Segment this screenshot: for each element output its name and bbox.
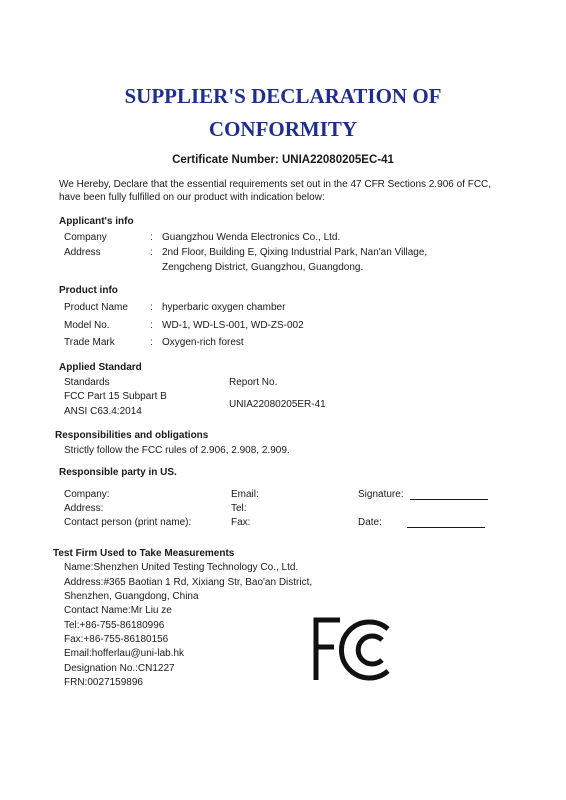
responsibilities-text: Strictly follow the FCC rules of 2.906, 2.908, 2.909. [64,445,290,456]
test-firm-line: Fax:+86-755-86180156 [64,634,169,645]
product-name-label: Product Name [64,302,128,313]
product-heading: Product info [59,285,118,296]
company-label: Company [64,232,107,243]
date-label [358,517,485,528]
date-line [407,527,485,528]
party-fax-label: Fax: [231,517,251,528]
party-contact-label: Contact person (print name): [64,517,192,528]
model-label: Model No. [64,320,110,331]
address-label: Address [64,247,101,258]
intro-line1: We Hereby, Declare that the essential requirements set out in the 47 CFR Sections 2.906 of FCC, [59,179,492,190]
report-label: Report No. [229,377,278,388]
test-firm-line: Shenzhen, Guangdong, China [64,591,199,602]
test-firm-line: Name:Shenzhen United Testing Technology Co., Ltd. [64,562,299,573]
test-firm-line: Contact Name:Mr Liu ze [64,605,172,616]
model-value: WD-1, WD-LS-001, WD-ZS-002 [162,320,304,331]
test-firm-line: FRN:0027159896 [64,677,143,688]
address-line2: Zengcheng District, Guangzhou, Guangdong. [162,262,364,273]
document-title-line1: SUPPLIER'S DECLARATION OF [124,84,442,108]
party-address-label: Address: [64,503,104,514]
colon: : [150,320,153,331]
standards-label: Standards [64,377,110,388]
party-email-label: Email: [231,489,259,500]
responsibilities-heading: Responsibilities and obligations [55,430,209,441]
company-value: Guangzhou Wenda Electronics Co., Ltd. [162,232,341,243]
party-tel-label: Tel: [231,503,247,514]
signature-line [410,499,488,500]
colon: : [150,337,153,348]
party-heading: Responsible party in US. [59,467,177,478]
test-firm-line: Address:#365 Baotian 1 Rd, Xixiang Str, Bao'an District, [64,577,313,588]
signature-label [358,489,488,500]
standard-2: ANSI C63.4:2014 [64,406,142,417]
trade-mark-value: Oxygen-rich forest [162,337,244,348]
standard-1: FCC Part 15 Subpart B [64,391,167,402]
standard-heading: Applied Standard [59,362,142,373]
trade-mark-label: Trade Mark [64,337,115,348]
report-value: UNIA22080205ER-41 [229,399,326,410]
colon: : [150,232,153,243]
certificate-number: Certificate Number: UNIA22080205EC-41 [172,154,394,166]
party-company-label: Company: [64,489,110,500]
test-firm-line: Designation No.:CN1227 [64,663,175,674]
date-text: Date: [358,517,382,528]
applicant-heading: Applicant's info [59,216,134,227]
test-firm-heading: Test Firm Used to Take Measurements [53,548,235,559]
colon: : [150,302,153,313]
test-firm-line: Tel:+86-755-86180996 [64,620,165,631]
document-title-line2: CONFORMITY [208,117,358,141]
fcc-logo-icon [312,617,394,683]
product-name-value: hyperbaric oxygen chamber [162,302,286,313]
intro-line2: have been fully fulfilled on our product with indication below: [59,192,325,203]
test-firm-line: Email:hofferlau@uni-lab.hk [64,648,185,659]
colon: : [150,247,153,258]
address-line1: 2nd Floor, Building E, Qixing Industrial Park, Nan'an Village, [162,247,428,258]
signature-text: Signature: [358,489,404,500]
